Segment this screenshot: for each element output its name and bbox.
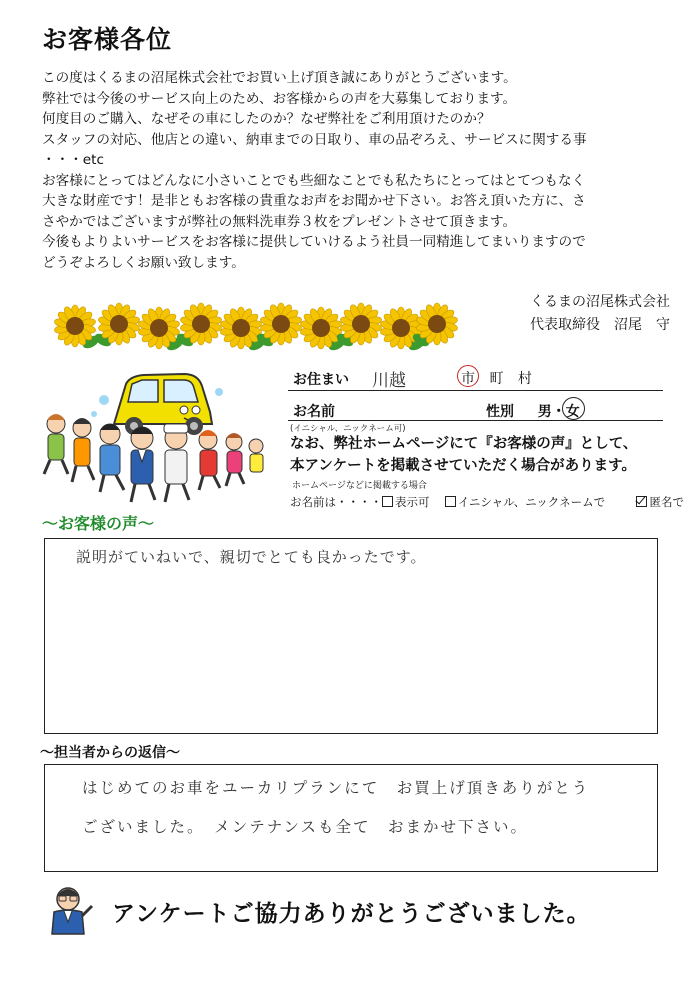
intro-line: 何度目のご購入、なぜその車にしたのか？なぜ弊社をご利用頂けたのか？ xyxy=(42,111,491,127)
intro-line: 大きな財産です！是非ともお客様の貴重なお声をお聞かせ下さい。お答え頂いた方に、さ xyxy=(42,193,586,209)
staff-reply-line: ございました。 メンテナンスも全て おまかせ下さい。 xyxy=(82,818,529,836)
sunflower-icon xyxy=(54,305,102,351)
customer-voice-box xyxy=(44,538,658,734)
gender-label: 性別 xyxy=(486,404,514,420)
customer-voice-heading: ～お客様の声～ xyxy=(42,514,155,533)
intro-message xyxy=(42,68,682,273)
company-signature xyxy=(530,291,670,337)
name-underline xyxy=(288,420,663,421)
option-initial-nickname-label: イニシャル、ニックネームで xyxy=(457,495,606,509)
address-unit-city: 市 xyxy=(461,368,475,388)
address-units xyxy=(461,368,551,388)
name-publish-prefix: お名前は・・・・ xyxy=(290,495,382,509)
staff-reply-heading: ～担当者からの返信～ xyxy=(40,745,180,761)
thank-you-message: アンケートご協力ありがとうございました。 xyxy=(112,901,591,927)
name-sub-note: (イニシャル、ニックネーム可) xyxy=(290,424,406,434)
option-anonymous-label: 匿名で xyxy=(649,495,684,509)
name-publish-options xyxy=(290,494,684,510)
address-unit-town: 町 xyxy=(489,371,504,387)
city-selected-circle-icon xyxy=(457,365,479,387)
staff-reply-line: はじめてのお車をユーカリプランにて お買上げ頂きありがとう xyxy=(82,779,590,797)
sunflower-garland-icon xyxy=(35,296,465,360)
intro-line: 弊社では今後のサービス向上のため、お客様からの声を大募集しております。 xyxy=(42,90,517,107)
sunflower-icon xyxy=(300,307,348,353)
intro-line: さやかではございますが弊社の無料洗車券３枚をプレゼントさせて頂きます。 xyxy=(42,213,517,230)
address-value: 川越 xyxy=(372,371,406,391)
gender-option-female: 女 xyxy=(566,401,580,421)
name-publish-note: ホームページなどに掲載する場合 xyxy=(292,481,427,491)
intro-line: この度はくるまの沼尾株式会社でお買い上げ頂き誠にありがとうございます。 xyxy=(42,70,517,86)
sunflower-icon xyxy=(220,307,268,353)
gender-separator: ・ xyxy=(551,404,566,420)
intro-line: 今後もよりよいサービスをお客様に提供していけるよう社員一同精進してまいりますので xyxy=(42,234,586,250)
publication-note-line: 本アンケートを掲載させていただく場合があります。 xyxy=(290,458,636,474)
sunflower-icon xyxy=(93,303,141,349)
staff-and-car-illustration xyxy=(34,362,274,512)
gender-field xyxy=(486,401,580,421)
customer-voice-text: 説明がていねいで、親切でとても良かったです。 xyxy=(76,548,427,566)
name-label: お名前 xyxy=(293,404,335,420)
gender-option-male: 男 xyxy=(537,404,552,420)
publication-note xyxy=(290,433,637,477)
page-title: お客様各位 xyxy=(42,25,173,54)
sunflower-icon xyxy=(255,303,303,349)
option-display-ok-label: 表示可 xyxy=(395,495,430,509)
intro-line: スタッフの対応、他店との違い、納車までの日取り、車の品ぞろえ、サービスに関する事 xyxy=(42,131,587,148)
intro-line: どうぞよろしくお願い致します。 xyxy=(42,254,245,271)
checkbox-initial-nickname[interactable] xyxy=(445,496,456,507)
company-representative: 代表取締役 沼尾 守 xyxy=(530,317,670,333)
company-name: くるまの沼尾株式会社 xyxy=(530,294,670,310)
publication-note-line: なお、弊社ホームページにて『お客様の声』として、 xyxy=(290,436,638,452)
sunflower-icon xyxy=(411,303,459,349)
checkbox-anonymous[interactable] xyxy=(636,496,647,507)
female-selected-circle-icon xyxy=(562,397,585,420)
checkbox-display-ok[interactable] xyxy=(382,496,393,507)
address-underline xyxy=(288,390,663,391)
address-label: お住まい xyxy=(293,372,349,388)
sunflower-icon xyxy=(335,303,383,349)
intro-line: ・・・etc xyxy=(42,152,104,168)
intro-line: お客様にとってはどんなに小さいことでも些細なことでも私たちにとってはとてつもなく xyxy=(42,172,586,189)
staff-mascot-icon xyxy=(44,882,100,938)
sunflower-icon xyxy=(138,307,186,353)
staff-characters-icon xyxy=(44,414,263,502)
sunflower-icon xyxy=(175,303,223,349)
address-unit-village: 村 xyxy=(517,371,532,387)
